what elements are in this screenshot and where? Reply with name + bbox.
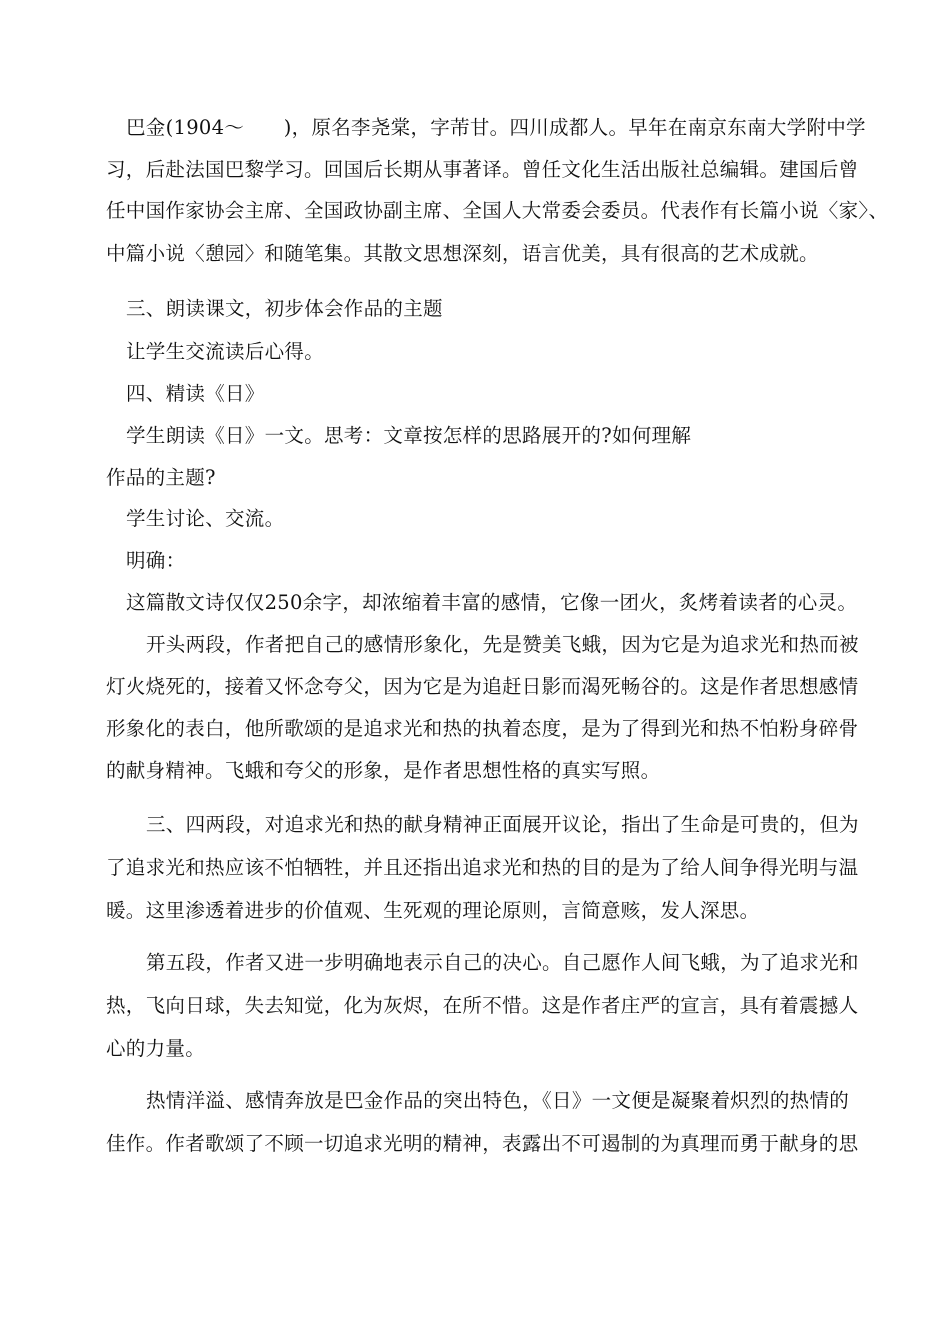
text-line: 作品的主题? (106, 466, 216, 489)
text-line: 热，飞向日球，失去知觉，化为灰烬，在所不惜。这是作者庄严的宣言，具有着震撼人 (106, 994, 859, 1017)
text-line: 学生讨论、交流。 (126, 507, 285, 530)
text-line: 中篇小说〈憩园〉和随笔集。其散文思想深刻，语言优美，具有很高的艺术成就。 (106, 242, 819, 265)
text-line: 了追求光和热应该不怕牺牲，并且还指出追求光和热的目的是为了给人间争得光明与温 (106, 856, 859, 879)
text-line: 学生朗读《日》一文。思考：文章按怎样的思路展开的?如何理解 (126, 424, 692, 447)
text-line: 的献身精神。飞蛾和夸父的形象，是作者思想性格的真实写照。 (106, 759, 661, 782)
section-heading: 四、精读《日》 (126, 382, 265, 405)
text-line: 热情洋溢、感情奔放是巴金作品的突出特色，《日》一文便是凝聚着炽烈的热情的 (146, 1089, 850, 1112)
text-line: 习，后赴法国巴黎学习。回国后长期从事著译。曾任文化生活出版社总编辑。建国后曾 (106, 158, 859, 181)
text-line: 三、四两段，对追求光和热的献身精神正面展开议论，指出了生命是可贵的，但为 (146, 813, 859, 836)
text-line: 这篇散文诗仅仅250余字，却浓缩着丰富的感情，它像一团火，炙烤着读者的心灵。 (126, 591, 858, 614)
text-line: 明确： (126, 549, 186, 572)
section-heading: 三、朗读课文，初步体会作品的主题 (126, 297, 443, 320)
text-line: 暖。这里渗透着进步的价值观、生死观的理论原则，言简意赅，发人深思。 (106, 899, 760, 922)
text-line: 开头两段，作者把自己的感情形象化，先是赞美飞蛾，因为它是为追求光和热而被 (146, 633, 859, 656)
text-line: 形象化的表白，他所歌颂的是追求光和热的执着态度，是为了得到光和热不怕粉身碎骨 (106, 717, 859, 740)
text-line: 第五段，作者又进一步明确地表示自己的决心。自己愿作人间飞蛾，为了追求光和 (146, 951, 859, 974)
text-line: 佳作。作者歌颂了不顾一切追求光明的精神，表露出不可遏制的为真理而勇于献身的思 (106, 1132, 859, 1155)
text-line: 让学生交流读后心得。 (126, 340, 325, 363)
text-line: 心的力量。 (106, 1037, 206, 1060)
text-line: 灯火烧死的，接着又怀念夸父，因为它是为追赶日影而渴死畅谷的。这是作者思想感情 (106, 675, 859, 698)
text-line: 巴金(1904～ )，原名李尧棠，字芾甘。四川成都人。早年在南京东南大学附中学 (126, 116, 866, 139)
text-line: 任中国作家协会主席、全国政协副主席、全国人大常委会委员。代表作有长篇小说〈家〉、 (106, 199, 889, 222)
